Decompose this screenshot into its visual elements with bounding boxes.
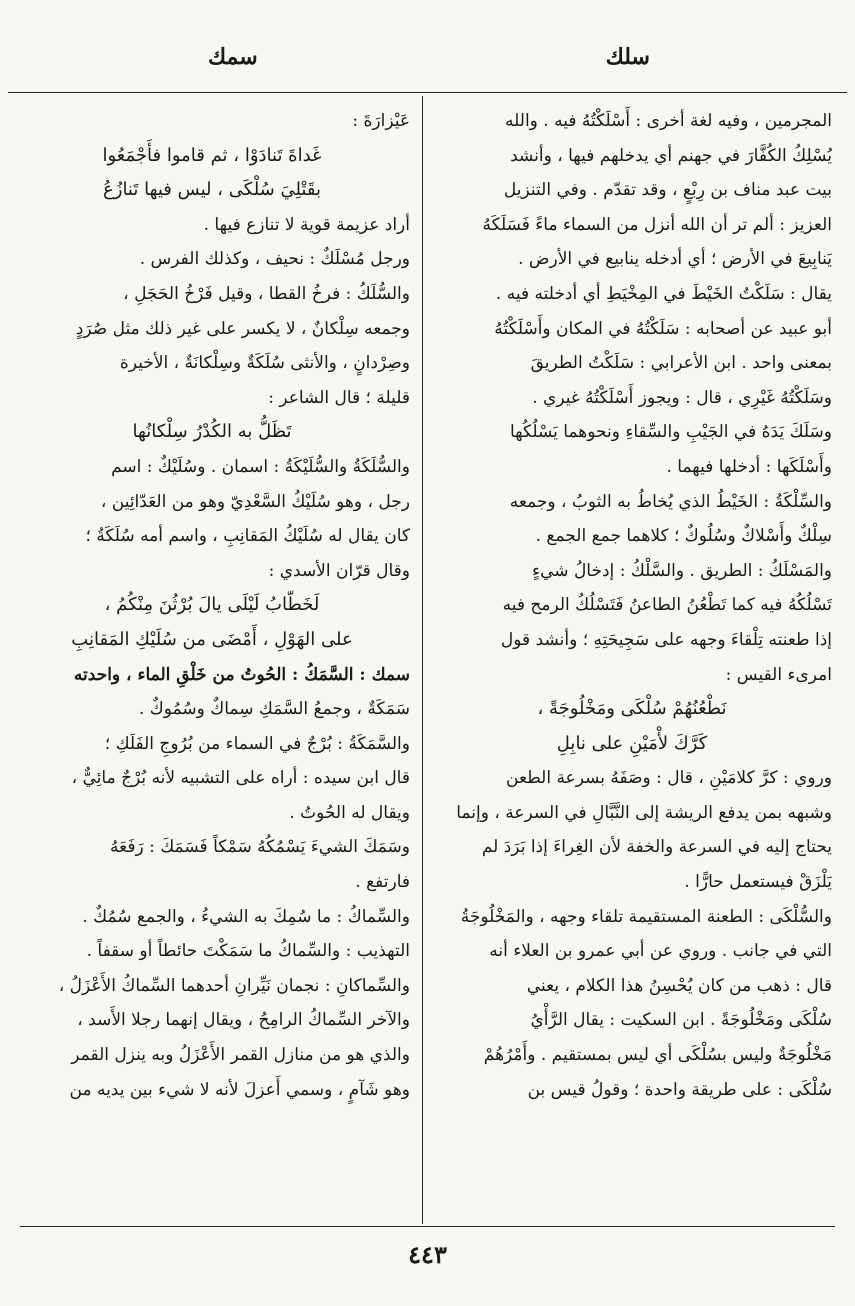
- text-line: كان يقال له سُلَيْكُ المَقانِبِ ، واسم أمه سُلَكَةُ ؛: [85, 526, 410, 547]
- text-line: وروي : كرَّ كلامَيْنِ ، قال : وصَفَهُ بسرعة الطعن: [506, 768, 832, 789]
- text-line: أبو عبيد عن أصحابه : سَلَكْتُهُ في المكان وأَسْلَكْتُهُ: [494, 318, 832, 339]
- verse-line: بقَتْلِيَ سُلْكَى ، ليس فيها تَنازُعُ: [103, 179, 321, 201]
- entry-headword-line: سمك : السَّمَكُ : الحُوتُ من خَلْقِ الماء ، واحدته: [73, 664, 410, 685]
- text-line: وسَلَكَ يَدَهُ في الجَيْبِ والسِّقاءِ ونحوهما يَسْلُكُها: [509, 422, 832, 443]
- right-column: [432, 104, 832, 1224]
- text-line: وسَلَكْتُهُ غَيْرِي ، قال : ويجوز أَسْلَكْتُهُ غيري .: [532, 387, 832, 408]
- text-line: يَنابِيعَ في الأرض ؛ أي أدخله ينابيع في الأرض .: [518, 249, 832, 270]
- text-line: والذي هو من منازل القمر الأَعْزَلُ وبه ينزل القمر: [71, 1045, 410, 1066]
- text-line: يَلْزَقْ فيستعمل حارًّا .: [684, 872, 832, 893]
- text-line: سُلْكَى : على طريقة واحدة ؛ وقولُ قيس بن: [527, 1079, 832, 1100]
- column-divider: [422, 96, 423, 1224]
- text-line: وشبهه بمن يدفع الريشة إلى النَّبَّالِ في السرعة ، وإنما: [456, 802, 832, 823]
- text-line: وقال قرّان الأسدي :: [268, 560, 410, 581]
- verse-line: نَطْعُنُهُمْ سُلْكَى ومَخْلُوجَةً ،: [537, 698, 727, 720]
- text-line: قليلة ؛ قال الشاعر :: [268, 387, 410, 408]
- text-line: والسِّلْكَةُ : الخَيْطُ الذي يُخاطُ به الثوبُ ، وجمعه: [509, 491, 832, 512]
- text-line: والسُّلَكُ : فرخُ القطا ، وقيل فَرْخُ الحَجَلِ ،: [123, 283, 410, 304]
- verse-line: تَظَلُّ به الكُدْرُ سِلْكانُها: [132, 421, 292, 443]
- text-line: إذا طعنته تِلْقاءَ وجهه على سَجِيحَتِهِ ؛ وأنشد قول: [500, 629, 832, 650]
- text-line: أراد عزيمة قوية لا تنازع فيها .: [203, 214, 410, 235]
- text-line: قال : ذهب من كان يُحْسِنُ هذا الكلام ، يعني: [526, 975, 832, 996]
- text-line: وسَمَكَ الشيءَ يَسْمُكُهُ سَمْكاً فَسَمَكَ : رَفَعَهُ: [110, 837, 410, 858]
- text-line: والسِّماكُ : ما سُمِكَ به الشيءُ ، والجمع سُمُكٌ .: [82, 906, 410, 927]
- text-line: سَمَكَةٌ ، وجمعُ السَّمَكِ سِماكٌ وسُمُوكٌ .: [138, 699, 410, 720]
- text-line: والمَسْلَكُ : الطريق . والسَّلْكُ : إدخالُ شيءٍ: [532, 560, 832, 581]
- text-line: وهو شَآمٍ ، وسمي أَعزلَ لأنه لا شيء بين يديه من: [69, 1079, 410, 1100]
- text-line: العزيز : ألم تر أن الله أنزل من السماء ماءً فَسَلَكَهُ: [482, 214, 832, 235]
- text-line: تَسْلُكُهُ فيه كما تَطْعُنُ الطاعنُ فَتَسْلُكُ الرمح فيه: [502, 595, 832, 616]
- text-line: والسُّلْكَى : الطعنة المستقيمة تلقاء وجهه ، والمَخْلُوجَةُ: [460, 906, 832, 927]
- text-line: قال ابن سيده : أراه على التشبيه لأنه بُرْجٌ مائِيٌّ ،: [71, 768, 410, 789]
- text-line: بمعنى واحد . ابن الأعرابي : سَلَكْتُ الطريقَ: [530, 353, 832, 374]
- header-right-word: سلك: [605, 44, 650, 70]
- text-line: ورجل مُسْلَكٌ : نحيف ، وكذلك الفرس .: [139, 249, 410, 270]
- text-line: سُلْكَى ومَخْلُوجَةً . ابن السكيت : يقال الرَّأْيُ: [530, 1010, 832, 1031]
- text-line: وأَسْلَكَها : أدخلها فيهما .: [666, 456, 832, 477]
- text-line: والسِّماكانِ : نجمان نَيِّرانِ أحدهما السِّماكُ الأَعْزَلُ ،: [58, 975, 410, 996]
- verse-line: غَداةَ تَنادَوْا ، ثم قاموا فأَجْمَعُوا: [102, 144, 322, 166]
- text-line: يُسْلِكُ الكُفَّارَ في جهنم أي يدخلهم فيها ، وأنشد: [510, 145, 832, 166]
- bottom-rule: [20, 1226, 835, 1227]
- header-left-word: سمك: [208, 44, 258, 70]
- text-line: بيت عبد مناف بن رِبْعٍ ، وقد تقدّم . وفي التنزيل: [503, 180, 832, 201]
- text-line: وجمعه سِلْكانٌ ، لا يكسر على غير ذلك مثل صُرَدٍ: [75, 318, 410, 339]
- text-line: عَيْزارَةَ :: [352, 111, 410, 131]
- verse-line: كَرَّكَ لأْمَيْنِ على نابِلِ: [556, 732, 708, 754]
- text-line: والآخر السِّماكُ الرامِحُ ، ويقال إنهما رجلا الأَسد ،: [77, 1010, 410, 1031]
- text-line: ويقال له الحُوتُ .: [289, 802, 410, 823]
- text-line: رجل ، وهو سُلَيْكُ السَّعْدِيّ وهو من العَدّائِين ،: [100, 491, 410, 512]
- text-line: امرىء القيس :: [725, 664, 832, 685]
- text-line: يحتاج إليه في السرعة والخفة لأن الغِراءَ إذا بَرَدَ لم: [481, 837, 832, 858]
- text-line: وصِرْدانٍ ، والأنثى سُلَكَةٌ وسِلْكانَةٌ ، الأخيرة: [119, 353, 410, 374]
- verse-line: لَخَطّابُ لَيْلَى يالَ بُرْثُنَ مِنْكُمُ ،: [104, 594, 320, 616]
- left-column: [14, 104, 410, 1224]
- verse-line: على الهَوْلِ ، أَمْضَى من سُلَيْكِ المَقانِبِ: [71, 628, 353, 650]
- text-line: يقال : سَلَكْتُ الخَيْطَ في المِخْيَطِ أي أدخلته فيه .: [495, 283, 832, 304]
- text-line: فارتفع .: [355, 872, 410, 893]
- text-line: والسُّلَكَةُ والسُّلَيْكَةُ : اسمان . وسُلَيْكٌ : اسم: [111, 456, 410, 477]
- text-line: المجرمين ، وفيه لغة أخرى : أَسْلَكْتُهُ فيه . والله: [505, 111, 832, 131]
- text-line: التي في جانب . وروي عن أبي عمرو بن العلاء أنه: [489, 941, 832, 962]
- text-line: والسَّمَكَةُ : بُرْجٌ في السماء من بُرُوجِ الفَلَكِ ؛: [104, 733, 410, 754]
- text-line: سِلْكٌ وأَسْلاكٌ وسُلُوكٌ ؛ كلاهما جمع الجمع .: [535, 526, 832, 547]
- top-rule: [8, 92, 847, 93]
- text-line: مَخْلُوجَةٌ وليس بسُلْكَى أي ليس بمستقيم . وأَمْرُهُمْ: [483, 1045, 832, 1066]
- page-number: ٤٤٣: [408, 1240, 447, 1269]
- text-line: التهذيب : والسِّماكُ ما سَمَكْتَ حائطاً أو سقفاً .: [86, 941, 410, 962]
